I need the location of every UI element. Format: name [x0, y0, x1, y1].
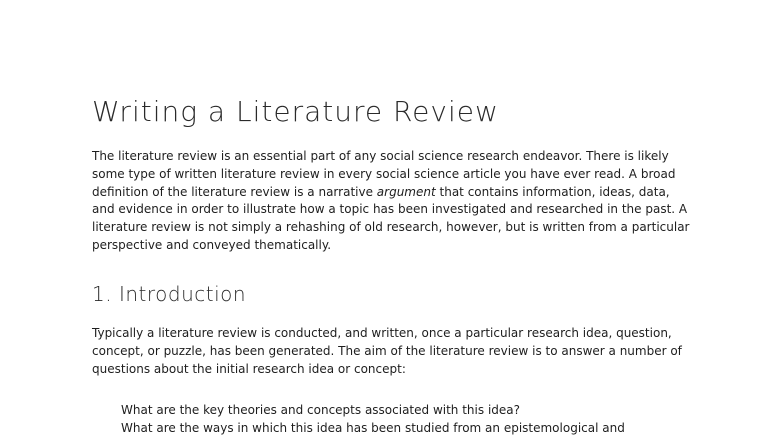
list-item-text: What are the key theories and concepts associated with this idea?: [121, 403, 520, 417]
intro-line: some type of written literature review in every social science article you have ever read. A broad: [92, 166, 676, 181]
section-line: concept, or puzzle, has been generated. The aim of the literature review is to answer a number of: [92, 343, 682, 358]
section-paragraph: [92, 325, 682, 378]
intro-line: The literature review is an essential part of any social science research endeavor. There is likely: [92, 149, 669, 163]
intro-line-text: that contains information, ideas, data,: [435, 184, 670, 199]
intro-line: [92, 184, 689, 202]
section-line: Typically a literature review is conducted, and written, once a particular research idea, question,: [92, 326, 672, 340]
intro-line-text: definition of the literature review is a narrative: [92, 184, 377, 199]
section-heading-introduction: 1. Introduction: [92, 282, 247, 306]
intro-line: and evidence in order to illustrate how a topic has been investigated and researched in the past. A: [92, 202, 688, 217]
intro-paragraph: [92, 148, 689, 255]
emphasis-argument: argument: [376, 184, 436, 199]
section-line: questions about the initial research idea or concept:: [92, 361, 406, 376]
list-item-text: What are the ways in which this idea has been studied from an epistemological and: [121, 420, 625, 435]
document-title: Writing a Literature Review: [92, 95, 499, 128]
intro-line: literature review is not simply a rehashing of old research, however, but is written from a particular: [92, 220, 690, 235]
intro-line: perspective and conveyed thematically.: [92, 237, 332, 252]
